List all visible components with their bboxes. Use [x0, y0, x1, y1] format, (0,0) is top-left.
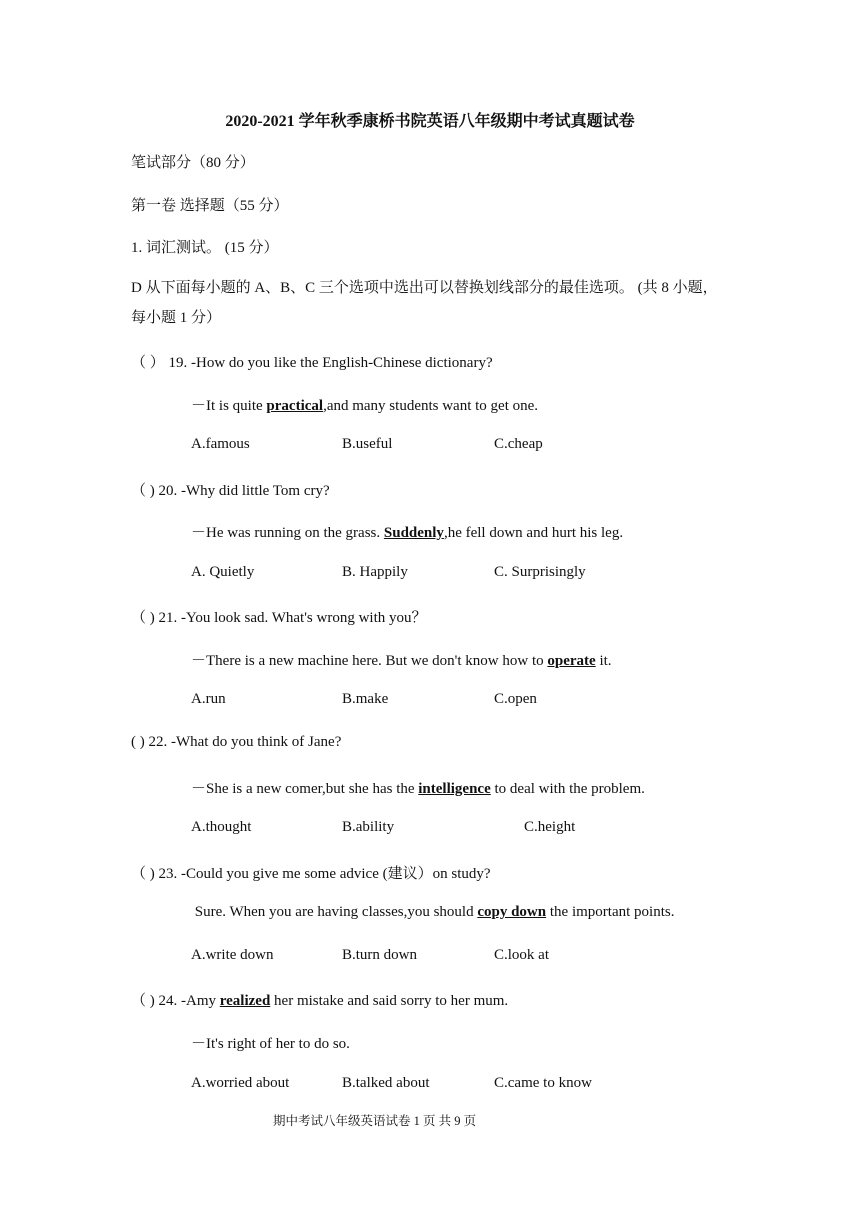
option-a: A.write down: [191, 947, 274, 963]
written-section-heading: 笔试部分（80 分）: [131, 155, 255, 171]
question-dialogue: －She is a new comer,but she has the intelligence to deal with the problem.: [191, 781, 645, 797]
option-c: C.open: [494, 691, 537, 707]
question-stem: （ ) 23. -Could you give me some advice (建议）on study?: [131, 866, 491, 882]
question-stem: ( ) 22. -What do you think of Jane?: [131, 734, 342, 750]
option-c: C. Surprisingly: [494, 564, 586, 580]
question-stem: （ ) 24. -Amy realized her mistake and said sorry to her mum.: [131, 993, 509, 1009]
options-row: [191, 691, 751, 713]
question-dialogue: －It is quite practical,and many students want to get one.: [191, 398, 539, 414]
option-c: C.cheap: [494, 436, 543, 452]
option-c: C.height: [524, 819, 576, 835]
exam-title: 2020-2021 学年秋季康桥书院英语八年级期中考试真题试卷: [225, 113, 635, 130]
underlined-word: practical: [266, 398, 324, 414]
question-stem: （ ） 19. -How do you like the English-Chinese dictionary?: [131, 355, 493, 371]
question-stem: （ ) 20. -Why did little Tom cry?: [131, 483, 330, 499]
question-stem: （ ) 21. -You look sad. What's wrong with you？: [131, 610, 427, 626]
part-one-heading: 第一卷 选择题（55 分）: [131, 198, 289, 214]
page-footer: 期中考试八年级英语试卷 1 页 共 9 页: [273, 1114, 477, 1128]
option-a: A.thought: [191, 819, 252, 835]
option-b: B.talked about: [342, 1075, 430, 1091]
option-a: A.worried about: [191, 1075, 290, 1091]
option-a: A. Quietly: [191, 564, 255, 580]
underlined-word: intelligence: [418, 781, 491, 797]
options-row: [191, 1075, 751, 1097]
question-dialogue: －It's right of her to do so.: [191, 1036, 350, 1052]
question-dialogue: －He was running on the grass. Suddenly,he fell down and hurt his leg.: [191, 525, 624, 541]
option-c: C.came to know: [494, 1075, 592, 1091]
underlined-word: operate: [547, 653, 596, 669]
question-dialogue: －There is a new machine here. But we don't know how to operate it.: [191, 653, 612, 669]
options-row: [191, 819, 751, 841]
option-b: B.turn down: [342, 947, 417, 963]
option-a: A.run: [191, 691, 226, 707]
option-b: B. Happily: [342, 564, 408, 580]
option-b: B.useful: [342, 436, 393, 452]
option-a: A.famous: [191, 436, 250, 452]
question-dialogue: Sure. When you are having classes,you should copy down the important points.: [191, 904, 675, 920]
option-c: C.look at: [494, 947, 549, 963]
underlined-phrase: copy down: [477, 904, 547, 920]
options-row: [191, 564, 751, 586]
instruction-text: D 从下面每小题的 A、B、C 三个选项中选出可以替换划线部分的最佳选项。 (共 8 小题，每小题 1 分）: [131, 280, 718, 326]
options-row: [191, 947, 751, 969]
underlined-word: realized: [219, 993, 271, 1009]
vocab-heading: 1. 词汇测试。 (15 分）: [131, 240, 279, 256]
option-b: B.make: [342, 691, 389, 707]
options-row: [191, 436, 751, 458]
underlined-word: Suddenly: [383, 525, 444, 541]
option-b: B.ability: [342, 819, 395, 835]
